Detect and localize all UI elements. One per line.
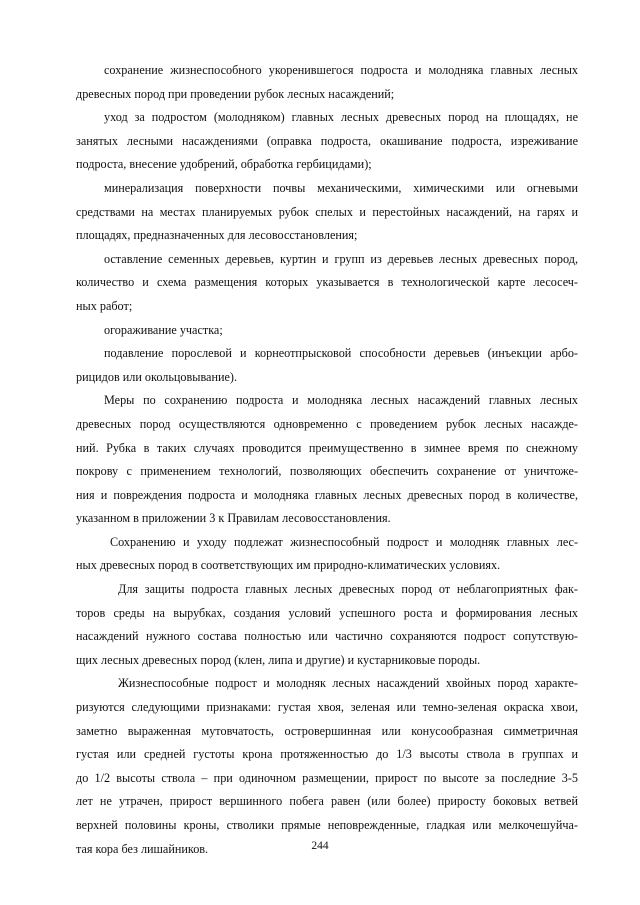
text-line: ных работ; (76, 298, 133, 313)
text-line: покрову с применением технологий, позволяющих обеспечить сохранение от уничтоже- (76, 464, 578, 479)
text-line: тая кора без лишайников. (76, 841, 209, 856)
text-line: щих лесных древесных пород (клен, липа и другие) и кустарниковые породы. (76, 652, 481, 667)
page-number: 244 (311, 840, 329, 852)
text-line: Для защиты подроста главных лесных древесных пород от неблагоприятных фак- (118, 582, 578, 597)
text-line: площадях, предназначенных для лесовосстановления; (76, 228, 358, 243)
text-line: подроста, внесение удобрений, обработка гербицидами); (76, 157, 372, 172)
text-line: ных древесных пород в соответствующих им природно-климатических условиях. (76, 558, 501, 573)
text-line: уход за подростом (молодняком) главных лесных древесных пород на площадях, не (104, 110, 578, 125)
text-line: рицидов или окольцовывание). (76, 369, 238, 384)
text-line: количество и схема размещения которых указывается в технологической карте лесосеч- (76, 275, 578, 290)
text-line: подавление порослевой и корнеотпрысковой способности деревьев (инъекции арбо- (104, 346, 578, 361)
text-line: густая или средней густоты крона протяженностью до 1/3 высоты ствола в группах и (76, 747, 578, 762)
text-line: ния и повреждения подроста и молодняка главных лесных древесных пород в количестве, (76, 487, 578, 502)
text-line: сохранение жизнеспособного укоренившегося подроста и молодняка главных лесных (104, 63, 578, 77)
text-line: оставление семенных деревьев, куртин и групп из деревьев лесных древесных пород, (104, 251, 578, 266)
text-line: огораживание участка; (104, 322, 223, 337)
text-line: насаждений нужного состава полностью или частично сохраняются подрост сопутствую- (76, 629, 578, 644)
text-line: древесных пород при проведении рубок лесных насаждений; (76, 86, 395, 101)
text-line: Меры по сохранению подроста и молодняка лесных насаждений главных лесных (104, 393, 578, 408)
text-line: Сохранению и уходу подлежат жизнеспособный подрост и молодняк главных лес- (110, 534, 578, 549)
text-line: ризуются следующими признаками: густая хвоя, зеленая или темно-зеленая окраска хвои, (76, 700, 578, 715)
body-text (76, 59, 578, 861)
text-line: торов среды на вырубках, создания условий успешного роста и формирования лесных (76, 605, 578, 620)
text-line: ний. Рубка в таких случаях проводится преимущественно в зимнее время по снежному (76, 440, 578, 455)
text-line: верхней половины кроны, стволики прямые неповрежденные, гладкая или мелкочешуйча- (76, 818, 578, 832)
text-line: средствами на местах планируемых рубок спелых и перестойных насаждений, на гарях и (76, 204, 578, 219)
text-line: заметно выраженная мутовчатость, островершинная или конусообразная симметричная (76, 723, 578, 738)
text-line: указанном в приложении 3 к Правилам лесовосстановления. (76, 511, 391, 526)
text-line: занятых лесными насаждениями (оправка подроста, окашивание подроста, изреживание (76, 133, 578, 148)
text-line: древесных пород осуществляются одновременно с проведением рубок лесных насажде- (76, 416, 578, 431)
text-line: лет не утрачен, прирост вершинного побега равен (или более) приросту боковых ветвей (76, 794, 578, 809)
text-line: минерализация поверхности почвы механическими, химическими или огневыми (104, 180, 578, 195)
text-line: Жизнеспособные подрост и молодняк лесных насаждений хвойных пород характе- (118, 676, 578, 691)
text-line: до 1/2 высоты ствола – при одиночном размещении, прирост по высоте за последние 3-5 (76, 770, 578, 785)
